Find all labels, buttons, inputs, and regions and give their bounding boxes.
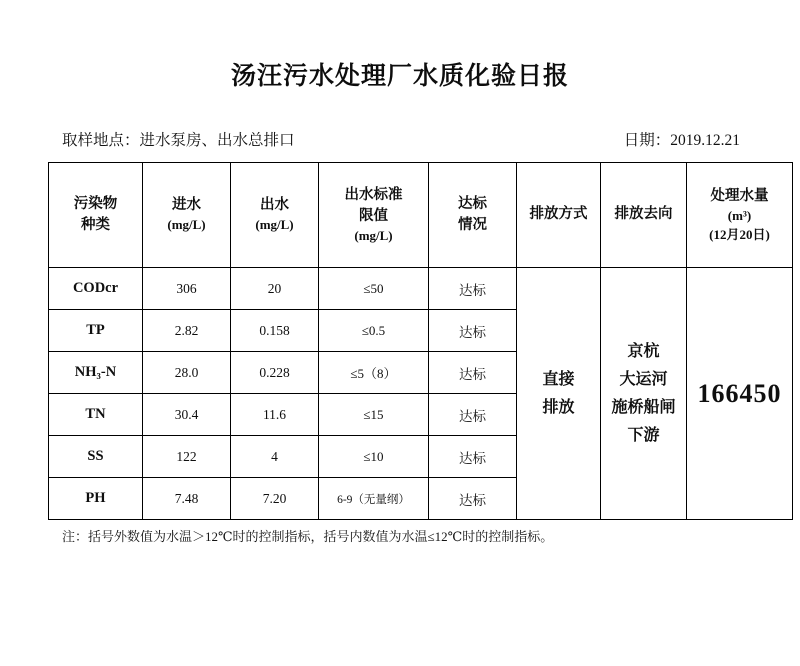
cell-influent: 28.0 xyxy=(143,352,231,394)
header-discharge-method: 排放方式 xyxy=(517,163,601,268)
cell-discharge-destination xyxy=(601,268,687,520)
header-discharge-destination: 排放去向 xyxy=(601,163,687,268)
header-volume-line1: 处理水量 xyxy=(710,187,769,204)
discharge-destination-line3: 施桥船闸 xyxy=(611,398,676,416)
water-quality-table xyxy=(48,162,793,520)
footnote: 注：括号外数值为水温＞12℃时的控制指标，括号内数值为水温≤12℃时的控制指标。 xyxy=(62,529,554,544)
cell-compliance: 达标 xyxy=(429,436,517,478)
header-influent xyxy=(143,163,231,268)
header-pollutant-line1: 污染物 xyxy=(73,195,118,212)
meta-row xyxy=(48,128,752,150)
cell-compliance: 达标 xyxy=(429,478,517,520)
header-standard-limit xyxy=(319,163,429,268)
header-standard-line1: 出水标准 xyxy=(344,186,403,203)
header-pollutant xyxy=(49,163,143,268)
header-treated-volume xyxy=(687,163,793,268)
cell-effluent: 20 xyxy=(231,268,319,310)
cell-influent: 30.4 xyxy=(143,394,231,436)
cell-effluent: 7.20 xyxy=(231,478,319,520)
sample-location: 取样地点：进水泵房、出水总排口 xyxy=(62,132,295,149)
cell-effluent: 0.228 xyxy=(231,352,319,394)
header-row xyxy=(49,163,793,268)
cell-discharge-method xyxy=(517,268,601,520)
header-influent-unit: (mg/L) xyxy=(167,217,206,233)
cell-standard: ≤50 xyxy=(319,268,429,310)
table-row xyxy=(49,268,793,310)
report-page xyxy=(0,56,800,666)
header-volume-unit: (m³) xyxy=(727,207,752,223)
header-volume-period: (12月20日) xyxy=(709,226,770,242)
cell-pollutant: TP xyxy=(49,310,143,352)
cell-compliance: 达标 xyxy=(429,352,517,394)
cell-standard: ≤5（8） xyxy=(319,352,429,394)
cell-pollutant: CODcr xyxy=(49,268,143,310)
discharge-method-line2: 排放 xyxy=(542,398,575,416)
header-effluent-line1: 出水 xyxy=(260,197,289,214)
discharge-destination-line2: 大运河 xyxy=(619,370,668,388)
cell-compliance: 达标 xyxy=(429,310,517,352)
header-standard-unit: (mg/L) xyxy=(354,227,393,243)
cell-pollutant: SS xyxy=(49,436,143,478)
discharge-destination-line4: 下游 xyxy=(627,426,660,444)
header-effluent-unit: (mg/L) xyxy=(255,217,294,233)
cell-effluent: 0.158 xyxy=(231,310,319,352)
cell-standard: ≤0.5 xyxy=(319,310,429,352)
header-effluent xyxy=(231,163,319,268)
page-title: 汤汪污水处理厂水质化验日报 xyxy=(230,63,569,90)
discharge-method-line1: 直接 xyxy=(542,370,575,388)
cell-standard: ≤10 xyxy=(319,436,429,478)
cell-effluent: 4 xyxy=(231,436,319,478)
table-body xyxy=(49,268,793,520)
cell-pollutant: PH xyxy=(49,478,143,520)
cell-influent: 7.48 xyxy=(143,478,231,520)
cell-treated-volume: 166450 xyxy=(687,268,793,520)
cell-pollutant: NH₃-N xyxy=(49,352,143,394)
header-compliance xyxy=(429,163,517,268)
cell-standard: ≤15 xyxy=(319,394,429,436)
header-standard-line2: 限值 xyxy=(359,207,388,224)
header-compliance-line1: 达标 xyxy=(458,195,487,212)
table-header xyxy=(49,163,793,268)
report-date: 日期：2019.12.21 xyxy=(623,132,740,149)
header-influent-line1: 进水 xyxy=(172,197,201,214)
cell-pollutant: TN xyxy=(49,394,143,436)
header-pollutant-line2: 种类 xyxy=(81,217,110,233)
cell-compliance: 达标 xyxy=(429,268,517,310)
cell-compliance: 达标 xyxy=(429,394,517,436)
discharge-destination-line1: 京杭 xyxy=(627,342,660,360)
header-compliance-line2: 情况 xyxy=(458,217,487,233)
cell-influent: 122 xyxy=(143,436,231,478)
cell-standard: 6-9（无量纲） xyxy=(319,478,429,520)
cell-influent: 2.82 xyxy=(143,310,231,352)
cell-influent: 306 xyxy=(143,268,231,310)
cell-effluent: 11.6 xyxy=(231,394,319,436)
